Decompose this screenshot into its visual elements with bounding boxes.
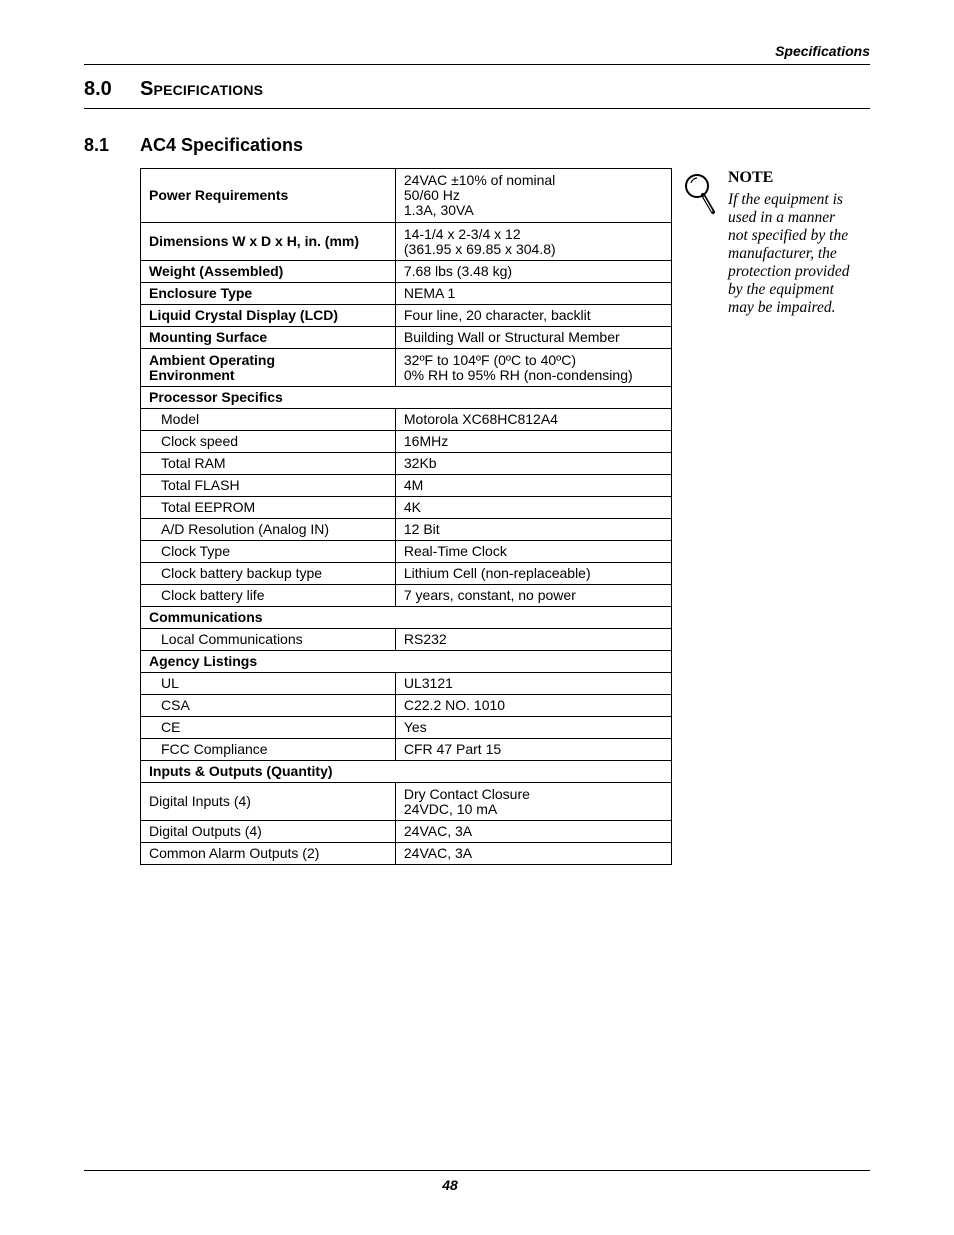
table-row [141,519,672,541]
table-row [141,585,672,607]
spec-label: Ambient Operating Environment [141,349,396,387]
spec-label: Clock battery backup type [141,563,396,585]
spec-value: C22.2 NO. 1010 [395,695,671,717]
subsection-title: AC4 Specifications [140,135,304,155]
spec-value: 4K [395,497,671,519]
spec-label: Clock battery life [141,585,396,607]
spec-value: 24VAC, 3A [395,843,671,865]
spec-value: 24VAC ±10% of nominal 50/60 Hz 1.3A, 30VA [395,169,671,223]
spec-value: Lithium Cell (non-replaceable) [395,563,671,585]
note-body: If the equipment is used in a manner not specified by the manufacturer, the protection provided by the equipment may be impaired. [728,191,850,316]
table-row [141,739,672,761]
header-rule [84,64,870,65]
spec-label: Enclosure Type [141,283,396,305]
table-row [141,223,672,261]
table-row [141,673,672,695]
spec-label: Total EEPROM [141,497,396,519]
table-row [141,843,672,865]
note-title: NOTE [728,169,774,186]
spec-value: Yes [395,717,671,739]
table-section-row [141,651,672,673]
table-row [141,563,672,585]
section-heading [84,78,263,101]
table-section-row [141,761,672,783]
table-row [141,475,672,497]
section-label: Agency Listings [141,651,672,673]
spec-value: CFR 47 Part 15 [395,739,671,761]
table-row [141,409,672,431]
spec-value: 7.68 lbs (3.48 kg) [395,261,671,283]
spec-label: Local Communications [141,629,396,651]
spec-value: 14-1/4 x 2-3/4 x 12 (361.95 x 69.85 x 304.8) [395,223,671,261]
spec-label: Model [141,409,396,431]
section-title: Specifications [140,78,264,100]
footer-rule [84,1170,870,1171]
table-row [141,695,672,717]
table-section-row [141,607,672,629]
magnifier-icon [683,172,719,218]
section-label: Processor Specifics [141,387,672,409]
section-label: Inputs & Outputs (Quantity) [141,761,672,783]
table-section-row [141,387,672,409]
subsection-number: 8.1 [84,135,110,155]
spec-value: UL3121 [395,673,671,695]
table-row [141,261,672,283]
spec-label: Dimensions W x D x H, in. (mm) [141,223,396,261]
table-row [141,783,672,821]
spec-value: 32Kb [395,453,671,475]
table-row [141,431,672,453]
table-row [141,497,672,519]
spec-label: Digital Inputs (4) [141,783,396,821]
section-number: 8.0 [84,78,112,100]
spec-value: RS232 [395,629,671,651]
spec-value: Four line, 20 character, backlit [395,305,671,327]
page-number: 48 [442,1177,458,1193]
table-row [141,717,672,739]
spec-value: Building Wall or Structural Member [395,327,671,349]
spec-label: Weight (Assembled) [141,261,396,283]
spec-value: 32ºF to 104ºF (0ºC to 40ºC) 0% RH to 95% RH (non-condensing) [395,349,671,387]
spec-label: CE [141,717,396,739]
section-rule [84,108,870,109]
table-row [141,305,672,327]
table-row [141,327,672,349]
running-header: Specifications [775,43,870,59]
spec-value: Motorola XC68HC812A4 [395,409,671,431]
spec-value: 12 Bit [395,519,671,541]
table-row [141,453,672,475]
spec-label: A/D Resolution (Analog IN) [141,519,396,541]
spec-label: Clock Type [141,541,396,563]
spec-label: Power Requirements [141,169,396,223]
spec-label: FCC Compliance [141,739,396,761]
spec-value: Dry Contact Closure 24VDC, 10 mA [395,783,671,821]
spec-label: Liquid Crystal Display (LCD) [141,305,396,327]
spec-label: Total FLASH [141,475,396,497]
table-row [141,541,672,563]
spec-label: Mounting Surface [141,327,396,349]
table-row [141,629,672,651]
spec-value: NEMA 1 [395,283,671,305]
spec-label: Common Alarm Outputs (2) [141,843,396,865]
spec-label: CSA [141,695,396,717]
subsection-heading [84,135,303,156]
spec-label: Digital Outputs (4) [141,821,396,843]
table-row [141,821,672,843]
spec-label: UL [141,673,396,695]
spec-table [140,168,672,865]
spec-value: 16MHz [395,431,671,453]
spec-value: 24VAC, 3A [395,821,671,843]
spec-value: 4M [395,475,671,497]
table-row [141,169,672,223]
spec-label: Clock speed [141,431,396,453]
spec-value: Real-Time Clock [395,541,671,563]
table-row [141,283,672,305]
spec-value: 7 years, constant, no power [395,585,671,607]
table-row [141,349,672,387]
section-label: Communications [141,607,672,629]
spec-label: Total RAM [141,453,396,475]
